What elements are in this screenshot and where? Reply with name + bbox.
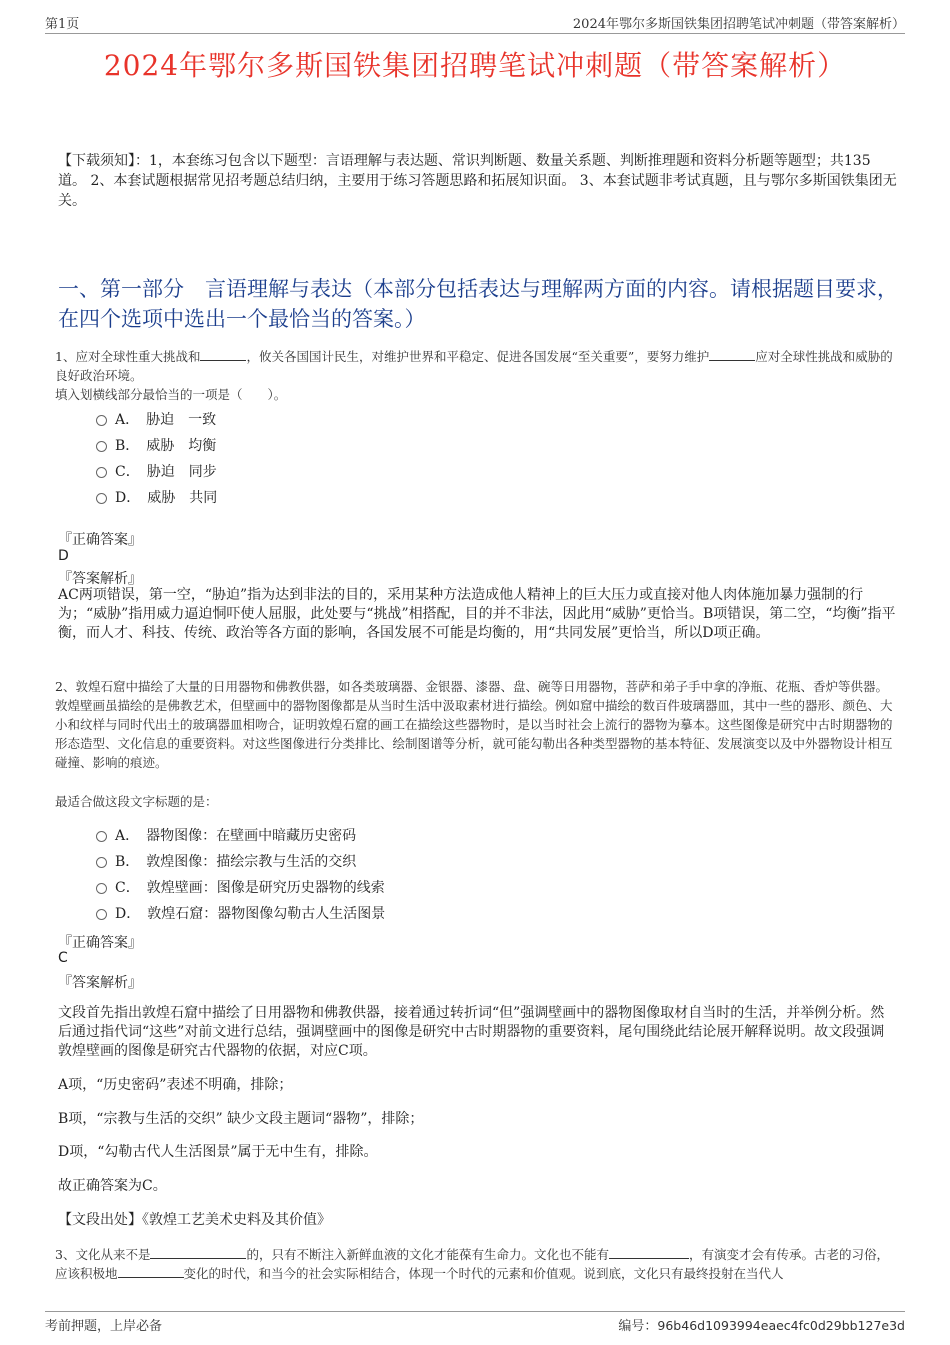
q2-analysis-paragraph: 故正确答案为C。 (58, 1178, 167, 1194)
q1-option-b[interactable] (96, 436, 216, 456)
header-divider (45, 33, 905, 34)
q1-text-part-b: ，攸关各国国计民生，对维护世界和平稳定、促进各国发展“至关重要”，要努力维护 (246, 349, 710, 364)
q1-answer-label: 『正确答案』 (58, 532, 142, 548)
radio-icon[interactable] (96, 883, 107, 894)
radio-icon[interactable] (96, 493, 107, 504)
header-page-number: 第1页 (45, 17, 80, 32)
radio-icon[interactable] (96, 441, 107, 452)
q2-option-d[interactable] (96, 904, 385, 924)
q3-text-part-a: 3、文化从来不是 (55, 1247, 151, 1262)
q2-option-c-label: C． 敦煌壁画：图像是研究历史器物的线索 (115, 880, 385, 896)
footer-slogan: 考前押题，上岸必备 (45, 1319, 163, 1334)
footer-code-value: 96b46d1093994eaec4fc0d29bb127e3d (657, 1318, 905, 1333)
q2-answer-label: 『正确答案』 (58, 935, 142, 951)
q1-blank-1 (200, 348, 246, 361)
q3-blank-3 (118, 1265, 184, 1278)
q2-option-b[interactable] (96, 852, 356, 872)
footer-divider (45, 1311, 905, 1312)
question-3-text (55, 1245, 897, 1283)
footer-code (618, 1315, 905, 1334)
q1-analysis-label: 『答案解析』 (58, 571, 142, 587)
q1-text-part-c: 应对全球性挑战和威胁的良好政治环境。 (55, 349, 893, 383)
section-heading: 一、第一部分 言语理解与表达（本部分包括表达与理解两方面的内容。请根据题目要求，在四个选项中选出一个最恰当的答案。） (58, 277, 898, 331)
q2-option-c[interactable] (96, 878, 385, 898)
radio-icon[interactable] (96, 415, 107, 426)
q1-option-b-label: B． 威胁 均衡 (115, 438, 217, 454)
q2-answer: C (58, 950, 68, 966)
q1-option-c-label: C． 胁迫 同步 (115, 464, 217, 480)
radio-icon[interactable] (96, 857, 107, 868)
q3-text-part-d: 变化的时代，和当今的社会实际相结合，体现一个时代的元素和价值观。说到底，文化只有最终投射在当代人 (183, 1266, 784, 1281)
q2-option-b-label: B． 敦煌图像：描绘宗教与生活的交织 (115, 854, 357, 870)
question-2-prompt: 最适合做这段文字标题的是： (55, 794, 218, 809)
q1-blank-2 (709, 348, 755, 361)
q2-analysis-paragraph: B项，“宗教与生活的交织” 缺少文段主题词“器物”，排除； (58, 1111, 424, 1127)
q3-blank-2 (609, 1246, 689, 1259)
q2-analysis-paragraph: 文段首先指出敦煌石窟中描绘了日用器物和佛教供器，接着通过转折词“但”强调壁画中的器物图像取材自当时的生活，并举例分析。然后通过指代词“这些”对前文进行总结，强调壁画中的图像是研究中古时期器物的重要资料，尾句围绕此结论展开解释说明。故文段强调敦煌壁画的图像是研究古代器物的依据，对应C项。 (58, 1005, 885, 1059)
q3-text-part-c: ，有演变才会有传承。古老的习俗，应该积极地 (55, 1247, 889, 1281)
q2-analysis-label: 『答案解析』 (58, 975, 142, 991)
q1-option-c[interactable] (96, 462, 217, 482)
q1-answer: D (58, 548, 69, 564)
question-1-prompt: 填入划横线部分最恰当的一项是（ ）。 (55, 387, 287, 402)
radio-icon[interactable] (96, 831, 107, 842)
q1-option-a[interactable] (96, 410, 216, 430)
q2-option-a-label: A． 器物图像：在壁画中暗藏历史密码 (115, 828, 357, 844)
q1-analysis: AC两项错误，第一空，“胁迫”指为达到非法的目的，采用某种方法造成他人精神上的巨大压力或直接对他人肉体施加暴力强制的行为；“威胁”指用威力逼迫恫吓使人屈服，此处要与“挑战”相搭配，目的并不非法，因此用“威胁”更恰当。B项错误，第二空，“均衡”指平衡，而人才、科技、传统、政治等各方面的影响，各国发展不可能是均衡的，用“共同发展”更恰当，所以D项正确。 (58, 587, 896, 641)
q2-option-a[interactable] (96, 826, 356, 846)
q2-analysis-paragraph: D项，“勾勒古代人生活图景”属于无中生有，排除。 (58, 1144, 378, 1160)
q3-text-part-b: 的，只有不断注入新鲜血液的文化才能葆有生命力。文化也不能有 (246, 1247, 609, 1262)
q2-option-d-label: D． 敦煌石窟：器物图像勾勒古人生活图景 (115, 906, 386, 922)
radio-icon[interactable] (96, 467, 107, 478)
q3-blank-1 (150, 1246, 246, 1259)
header-doc-title: 2024年鄂尔多斯国铁集团招聘笔试冲刺题（带答案解析） (572, 17, 905, 32)
q1-option-a-label: A． 胁迫 一致 (115, 412, 217, 428)
page-title: 2024年鄂尔多斯国铁集团招聘笔试冲刺题（带答案解析） (103, 49, 847, 82)
q1-text-part-a: 1、应对全球性重大挑战和 (55, 349, 201, 364)
radio-icon[interactable] (96, 909, 107, 920)
footer-code-label: 编号： (618, 1319, 658, 1334)
question-2-text: 2、敦煌石窟中描绘了大量的日用器物和佛教供器，如各类玻璃器、金银器、漆器、盘、碗等日用器物，菩萨和弟子手中拿的净瓶、花瓶、香炉等供器。敦煌壁画虽描绘的是佛教艺术，但壁画中的器物图像都是从当时生活中汲取素材进行描绘。例如窟中描绘的数百件玻璃器皿，其中一些的器形、颜色、大小和纹样与同时代出土的玻璃器皿相吻合，证明敦煌石窟的画工在描绘这些器物时，是以当时社会上流行的器物为摹本。这些图像是研究中古时期器物的形态造型、文化信息的重要资料。对这些图像进行分类排比、绘制图谱等分析，就可能勾勒出各种类型器物的基本特征、发展演变以及中外器物设计相互碰撞、影响的痕迹。 (55, 679, 893, 770)
q1-option-d[interactable] (96, 488, 217, 508)
q1-option-d-label: D． 威胁 共同 (115, 490, 218, 506)
question-1-text (55, 347, 897, 385)
q2-analysis-paragraph: A项，“历史密码”表述不明确，排除； (58, 1077, 293, 1093)
q2-source: 【文段出处】《敦煌工艺美术史料及其价值》 (58, 1212, 331, 1228)
download-notice: 【下载须知】：1，本套练习包含以下题型：言语理解与表达题、常识判断题、数量关系题、判断推理题和资料分析题等题型；共135道。 2、本套试题根据常见招考题总结归纳，主要用于练习答题思路和拓展知识面。 3、本套试题非考试真题，且与鄂尔多斯国铁集团无关。 (58, 153, 897, 209)
